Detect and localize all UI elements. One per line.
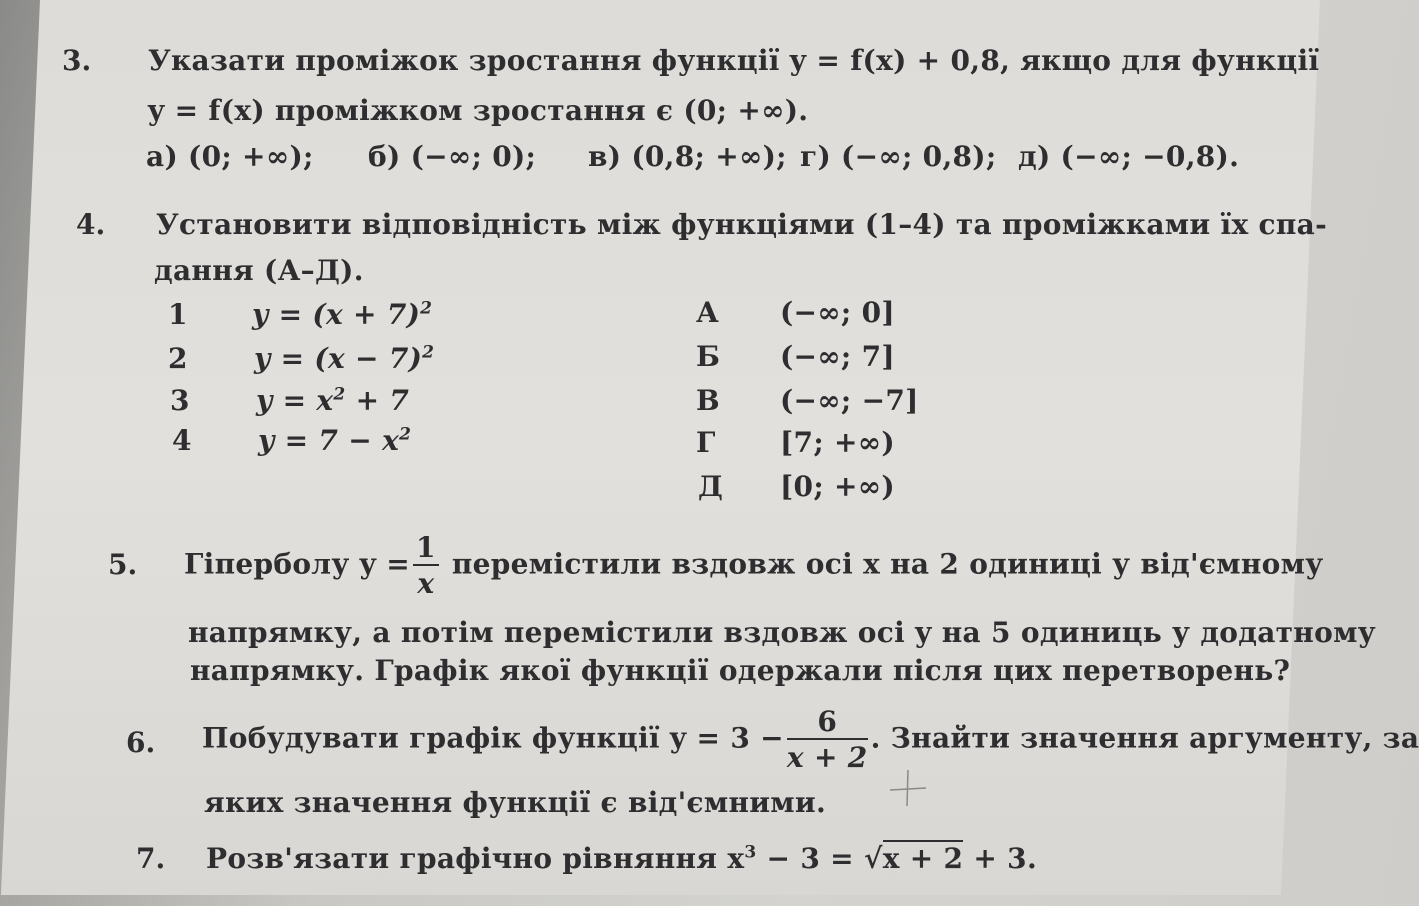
problem-4-number: 4. [76, 208, 106, 241]
problem-3-line2: y = f(x) проміжком зростання є (0; +∞). [148, 94, 809, 127]
sqrt-radicand: x + 2 [882, 842, 964, 875]
interval-letter: А [696, 296, 720, 329]
problem-5-line3: напрямку. Графік якої функції одержали після цих перетворень? [190, 654, 1291, 687]
problem-6-post: . Знайти значення аргументу, за [870, 721, 1419, 755]
problem-5-line2: напрямку, а потім перемістили вздовж осі y на 5 одиниць у додатному [188, 616, 1376, 649]
interval-letter: В [696, 384, 720, 417]
problem-3-option-d: д) (−∞; −0,8). [1018, 140, 1240, 173]
function-number: 4 [172, 424, 192, 457]
function-formula: $y = (x + 7)^2$ [252, 298, 433, 331]
problem-4-line1: Установити відповідність між функціями (1–4) та проміжками їх спа- [156, 208, 1328, 241]
problem-6-line2: яких значення функції є від'ємними. [204, 786, 827, 819]
problem-6-pre: Побудувати графік функції y = 3 − [202, 721, 784, 755]
interval-value: (−∞; −7] [780, 384, 919, 417]
problem-6-line1 [202, 705, 1419, 774]
function-formula: $y = 7 - x^2$ [258, 424, 412, 457]
problem-3-option-a: а) (0; +∞); [146, 140, 314, 173]
problem-7-number: 7. [136, 842, 166, 875]
function-number: 1 [168, 298, 188, 331]
problem-3-option-v: в) (0,8; +∞); [588, 140, 787, 173]
function-formula: $y = x^2 + 7$ [256, 384, 410, 417]
interval-value: [7; +∞) [780, 426, 895, 459]
interval-value: (−∞; 7] [780, 340, 895, 373]
fraction: $\frac{1}{x}$ [413, 534, 439, 598]
function-formula: $y = (x - 7)^2$ [254, 342, 435, 375]
pen-mark [890, 770, 926, 806]
function-number: 2 [168, 342, 188, 375]
problem-3-option-g: г) (−∞; 0,8); [800, 140, 997, 173]
interval-letter: Г [696, 426, 716, 459]
problem-3-line1: Указати проміжок зростання функції y = f(x) + 0,8, якщо для функції [148, 44, 1320, 77]
interval-letter: Д [698, 470, 724, 503]
interval-value: [0; +∞) [780, 470, 895, 503]
problem-7-line: Розв'язати графічно рівняння $x^3 - 3 = √x + 2 + 3$. [206, 842, 1038, 875]
problem-5-post: перемістили вздовж осі x на 2 одиниці у від'ємному [451, 547, 1324, 581]
sqrt-sign: √ [863, 842, 883, 875]
problem-5-pre: Гіперболу y = [184, 547, 410, 581]
problem-5-line1 [184, 531, 1324, 600]
problem-5-number: 5. [108, 548, 138, 581]
problem-3-number: 3. [62, 44, 92, 77]
interval-letter: Б [696, 340, 721, 373]
problem-3-option-b: б) (−∞; 0); [368, 140, 537, 173]
problem-4-line2: дання (А–Д). [154, 254, 364, 287]
interval-value: (−∞; 0] [780, 296, 895, 329]
fraction: $\frac{6}{x + 2}$ [786, 705, 868, 774]
function-number: 3 [170, 384, 190, 417]
problem-6-number: 6. [126, 726, 156, 759]
